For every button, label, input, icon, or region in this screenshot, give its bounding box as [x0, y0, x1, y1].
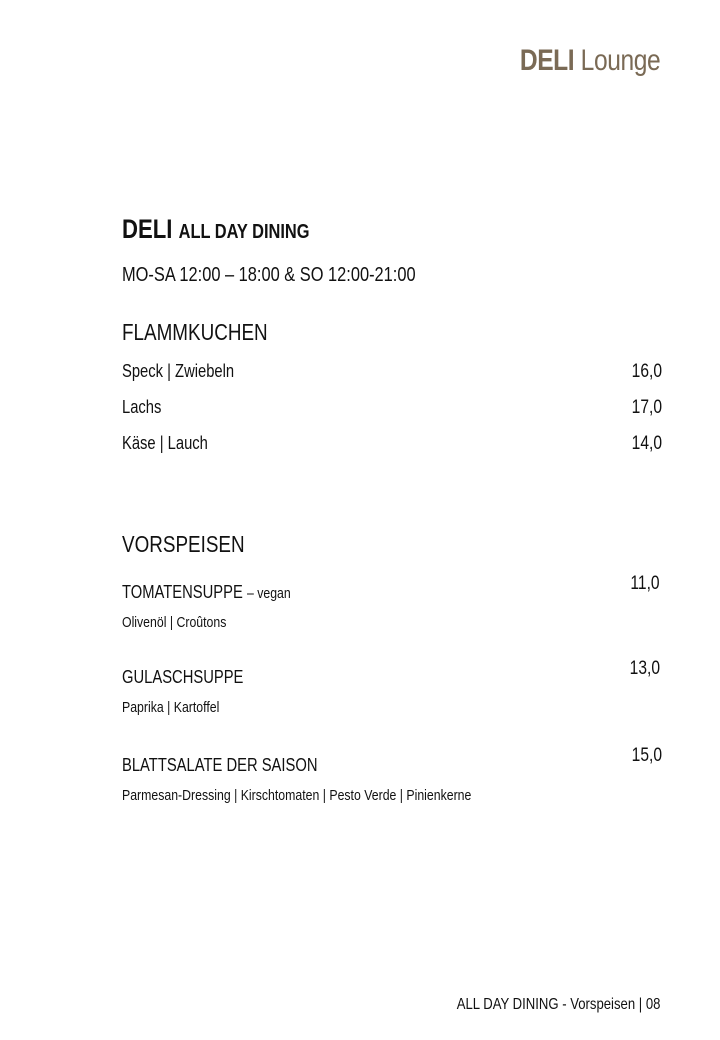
menu-item-price: 14,0: [631, 433, 662, 454]
dish-description: Parmesan-Dressing | Kirschtomaten | Pesto Verde | Pinienkerne: [122, 787, 472, 804]
dish-name: BLATTSALATE DER SAISON: [122, 755, 318, 775]
dish-name: GULASCHSUPPE: [122, 667, 244, 687]
heading-flammkuchen: FLAMMKUCHEN: [122, 319, 268, 345]
section-title: [122, 214, 351, 245]
heading-vorspeisen: VORSPEISEN: [122, 531, 245, 557]
dish-name: TOMATENSUPPE – vegan: [122, 582, 291, 602]
brand-logo: [489, 44, 660, 78]
dish-price: 13,0: [629, 658, 660, 679]
dish-description: Paprika | Kartoffel: [122, 699, 220, 716]
menu-item-price: 16,0: [631, 361, 662, 382]
menu-item-price: 17,0: [631, 397, 662, 418]
dish-price: 15,0: [631, 745, 662, 766]
brand-strong: DELI: [519, 44, 574, 77]
page-footer: ALL DAY DINING - Vorspeisen | 08: [456, 996, 660, 1013]
section-title-big: DELI: [122, 214, 173, 244]
section-title-small: ALL DAY DINING: [178, 221, 310, 243]
menu-item-name: Lachs: [122, 397, 162, 417]
brand-light: Lounge: [580, 44, 660, 77]
menu-item-name: Speck | Zwiebeln: [122, 361, 235, 381]
dish-description: Olivenöl | Croûtons: [122, 614, 227, 631]
dish-price: 11,0: [630, 573, 660, 594]
opening-hours: MO-SA 12:00 – 18:00 & SO 12:00-21:00: [122, 264, 416, 286]
menu-item-name: Käse | Lauch: [122, 433, 208, 453]
dish-tag: – vegan: [246, 585, 291, 602]
